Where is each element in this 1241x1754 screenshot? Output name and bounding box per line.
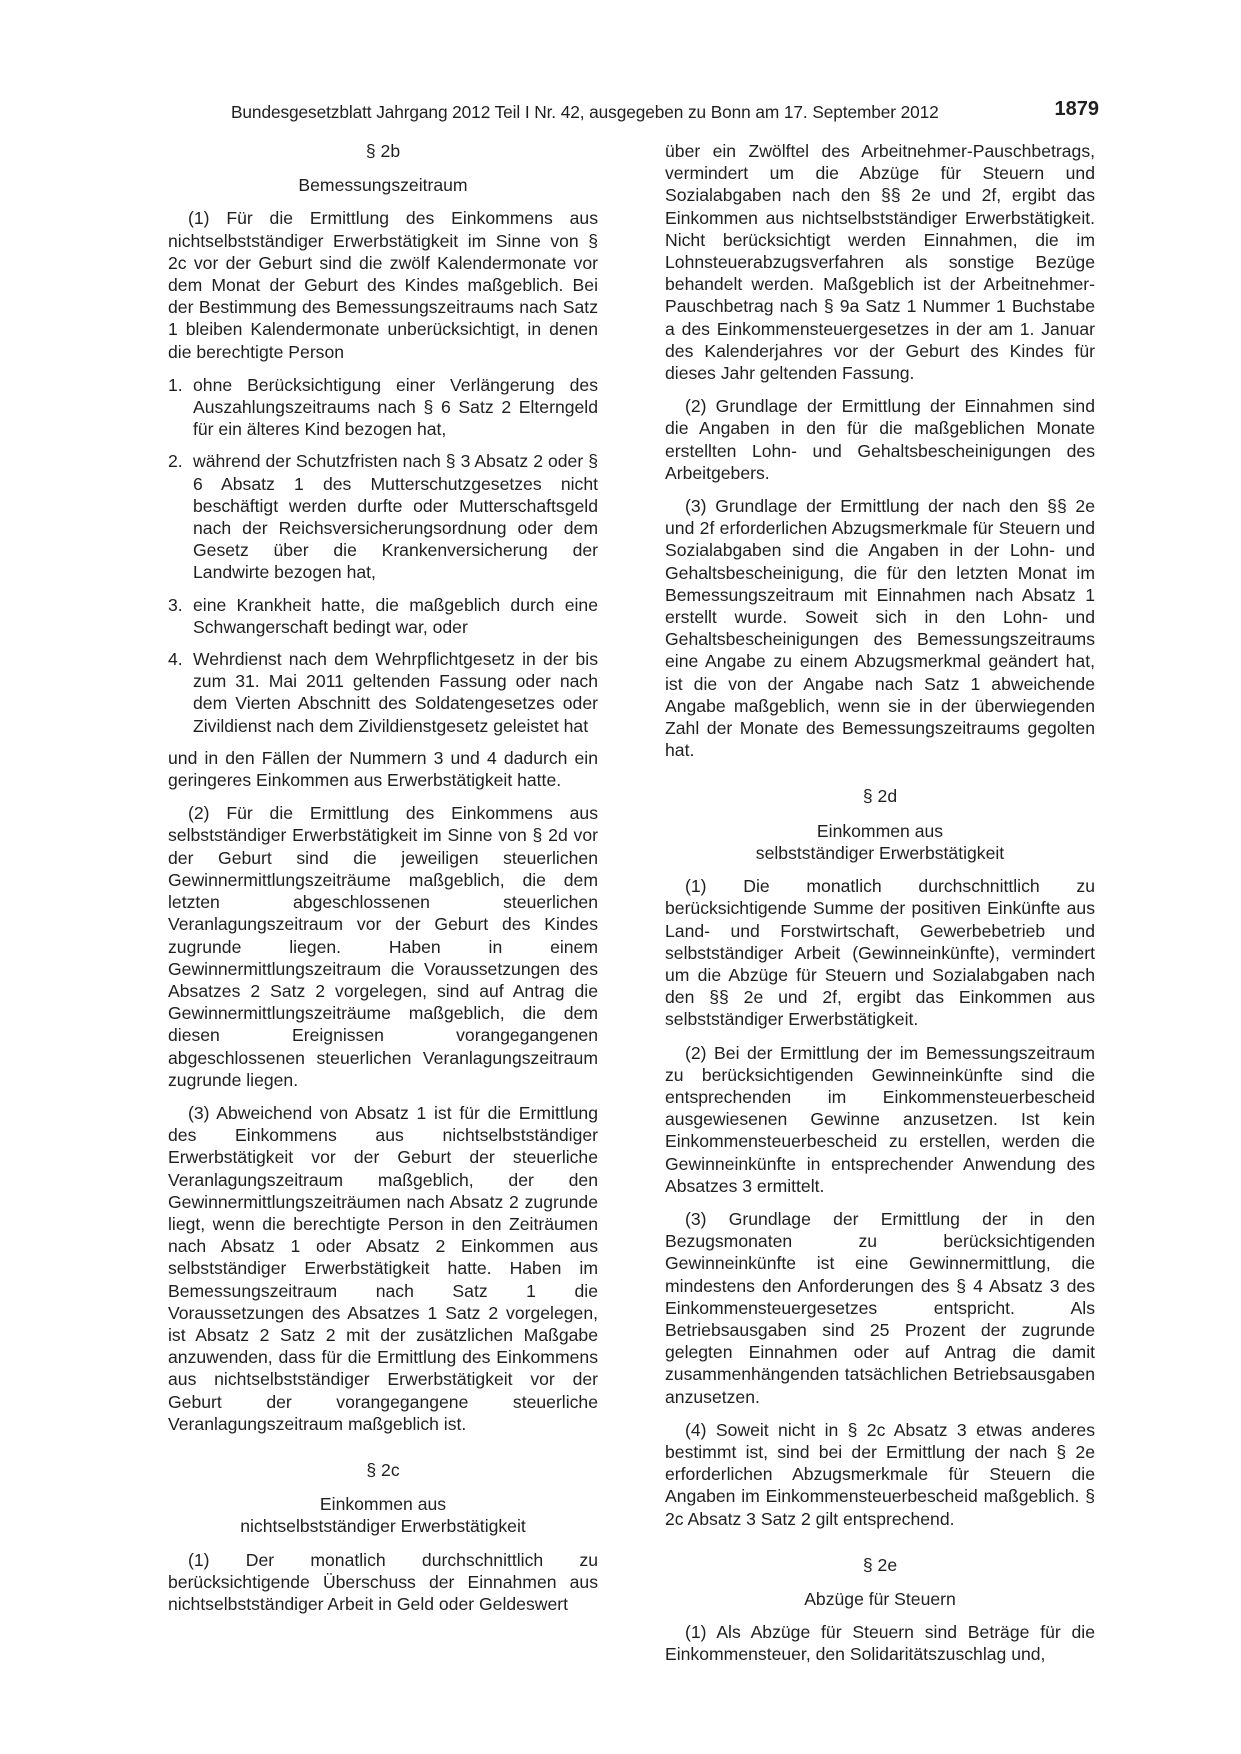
left-column — [168, 140, 598, 1626]
running-title: Bundesgesetzblatt Jahrgang 2012 Teil I Nr. 42, ausgegeben zu Bonn am 17. September 2012 — [231, 102, 939, 122]
paragraph-2d-4: (4) Soweit nicht in § 2c Absatz 3 etwas anderes bestimmt ist, sind bei der Ermittlung der nach § 2e erforderlichen Abzugsmerkmale für Steuern die Angaben im Einkommensteuerbescheid maßgeblich. § 2c Absatz 3 Satz 2 gilt entsprechend. — [665, 1419, 1095, 1529]
paragraph-2b-2: (2) Für die Ermittlung des Einkommens aus selbstständiger Erwerbstätigkeit im Sinne von § 2d vor der Geburt sind die jeweiligen steuerlichen Gewinnermittlungszeiträume maßgeblich, die dem letzten abgeschlossenen steuerlichen Veranlagungszeitraum vor der Geburt des Kindes zugrunde liegen. Haben in einem Gewinnermittlungszeitraum die Voraussetzungen des Absatzes 2 Satz 2 vorgelegen, sind auf Antrag die Gewinnermittlungszeiträume maßgeblich, die dem diesen Ereignissen vorangegangenen abgeschlossenen steuerlichen Veranlagungszeitraum zugrunde liegen. — [168, 803, 598, 1090]
list-item-text: eine Krankheit hatte, die maßgeblich durch eine Schwangerschaft bedingt war, oder — [193, 594, 598, 637]
list-item — [168, 450, 598, 583]
section-title-2d-line2: selbstständiger Erwerbstätigkeit — [755, 842, 1005, 863]
section-number-2d: § 2d — [862, 786, 898, 807]
page-header — [231, 98, 1099, 128]
paragraph-2c-1-end: über ein Zwölftel des Arbeitnehmer-Pauschbetrags, vermindert um die Abzüge für Steuern und Sozialabgaben nach den §§ 2e und 2f, ergibt das Einkommen aus nichtselbstständiger Erwerbstätigkeit. Nicht berücksichtigt werden Einnahmen, die im Lohnsteuerabzugsverfahren als sonstige Bezüge behandelt werden. Maßgeblich ist der Arbeitnehmer-Pauschbetrag nach § 9a Satz 1 Nummer 1 Buchstabe a des Einkommensteuergesetzes in der am 1. Januar des Kalenderjahres vor der Geburt des Kindes für dieses Jahr geltenden Fassung. — [665, 141, 1095, 384]
paragraph-2b-after-list: und in den Fällen der Nummern 3 und 4 dadurch ein geringeres Einkommen aus Erwerbstätigkeit hatte. — [168, 747, 598, 791]
section-title-2c — [168, 1493, 598, 1537]
paragraph-2c-3: (3) Grundlage der Ermittlung der nach den §§ 2e und 2f erforderlichen Abzugsmerkmale für Steuern und Sozialabgaben sind die Angaben in der Lohn- und Gehaltsbescheinigung, die für den letzten Monat im Bemessungszeitraum mit Einnahmen nach Absatz 1 erstellt wurde. Soweit sich in den Lohn- und Gehaltsbescheinigungen des Bemessungszeitraums eine Angabe zu einem Abzugsmerkmal geändert hat, ist die von der Angabe nach Satz 1 abweichende Angabe maßgeblich, wenn sie in der überwiegenden Zahl der Monate des Bemessungszeitraums gegolten hat. — [665, 496, 1095, 761]
list-item-number: 2. — [168, 451, 183, 472]
paragraph-2c-1-start: (1) Der monatlich durchschnittlich zu berücksichtigende Überschuss der Einnahmen aus nichtselbstständiger Arbeit in Geld oder Geldeswert — [168, 1549, 598, 1614]
section-number-2e: § 2e — [862, 1554, 898, 1575]
paragraph-2c-2: (2) Grundlage der Ermittlung der Einnahmen sind die Angaben in den für die maßgeblichen Monate erstellten Lohn- und Gehaltsbescheinigungen des Arbeitgebers. — [665, 396, 1095, 483]
paragraph-2d-2: (2) Bei der Ermittlung der im Bemessungszeitraum zu berücksichtigenden Gewinneinkünfte sind die entsprechenden im Einkommensteuerbescheid ausgewiesenen Gewinne anzusetzen. Ist kein Einkommensteuerbescheid zu erstellen, werden die Gewinneinkünfte in entsprechender Anwendung des Absatzes 3 ermittelt. — [665, 1042, 1095, 1196]
list-item-text: ohne Berücksichtigung einer Verlängerung des Auszahlungszeitraums nach § 6 Satz 2 Elterngeld für ein älteres Kind bezogen hat, — [193, 374, 598, 440]
section-number-2c: § 2c — [366, 1459, 400, 1480]
list-item — [168, 594, 598, 638]
section-title-2d — [665, 820, 1095, 864]
paragraph-2b-1: (1) Für die Ermittlung des Einkommens aus nichtselbstständiger Erwerbstätigkeit im Sinne von § 2c vor der Geburt sind die zwölf Kalendermonate vor dem Monat der Geburt des Kindes maßgeblich. Bei der Bestimmung des Bemessungszeitraums nach Satz 1 bleiben Kalendermonate unberücksichtigt, in denen die berechtigte Person — [168, 208, 598, 362]
page-number: 1879 — [1054, 98, 1099, 120]
paragraph-2e-1-start: (1) Als Abzüge für Steuern sind Beträge für die Einkommensteuer, den Solidaritätszuschlag und, — [665, 1622, 1095, 1665]
section-title-2c-line2: nichtselbstständiger Erwerbstätigkeit — [240, 1516, 526, 1537]
section-number-2b: § 2b — [365, 141, 401, 161]
paragraph-2d-3: (3) Grundlage der Ermittlung der in den Bezugsmonaten zu berücksichtigenden Gewinneinkünfte ist eine Gewinnermittlung, die mindestens den Anforderungen des § 4 Absatz 3 des Einkommensteuergesetzes entspricht. Als Betriebsausgaben sind 25 Prozent der zugrunde gelegten Einnahmen oder auf Antrag die damit zusammenhängenden tatsächlichen Betriebsausgaben anzusetzen. — [665, 1208, 1095, 1407]
list-item-text: Wehrdienst nach dem Wehrpflichtgesetz in der bis zum 31. Mai 2011 geltenden Fassung oder nach dem Vierten Abschnitt des Soldatengesetzes oder Zivildienst nach dem Zivildienstgesetz geleistet hat — [193, 649, 598, 736]
paragraph-2b-3: (3) Abweichend von Absatz 1 ist für die Ermittlung des Einkommens aus nichtselbstständiger Erwerbstätigkeit vor der Geburt der steuerliche Veranlagungszeitraum maßgeblich, der den Gewinnermittlungszeiträumen nach Absatz 2 zugrunde liegt, wenn die berechtigte Person in den Zeiträumen nach Absatz 1 oder Absatz 2 Einkommen aus selbstständiger Erwerbstätigkeit hatte. Haben im Bemessungszeitraum nach Satz 1 die Voraussetzungen des Absatzes 1 Satz 2 vorgelegen, ist Absatz 2 Satz 2 mit der zusätzlichen Maßgabe anzuwenden, dass für die Ermittlung des Einkommens aus nichtselbstständiger Erwerbstätigkeit vor der Geburt der vorangegangene steuerliche Veranlagungszeitraum maßgeblich ist. — [168, 1102, 598, 1434]
list-item-number: 3. — [168, 594, 183, 615]
list-item-number: 4. — [168, 649, 183, 670]
section-title-2e: Abzüge für Steuern — [804, 1588, 956, 1609]
list-item-text: während der Schutzfristen nach § 3 Absatz 2 oder § 6 Absatz 1 des Mutterschutzgesetzes nicht beschäftigt werden durfte oder Mutterschaftsgeld nach der Reichsversicherungsordnung oder dem Gesetz über die Krankenversicherung der Landwirte bezogen hat, — [193, 451, 598, 583]
list-item — [168, 374, 598, 441]
right-column — [665, 140, 1095, 1677]
list-item — [168, 648, 598, 737]
paragraph-2d-1: (1) Die monatlich durchschnittlich zu berücksichtigende Summe der positiven Einkünfte aus Land- und Forstwirtschaft, Gewerbebetrieb und selbstständiger Arbeit (Gewinneinkünfte), vermindert um die Abzüge für Steuern und Sozialabgaben nach den §§ 2e und 2f, ergibt das Einkommen aus selbstständiger Erwerbstätigkeit. — [665, 876, 1095, 1030]
numbered-list-2b — [168, 374, 598, 737]
section-title-2d-line1: Einkommen aus — [816, 820, 944, 841]
list-item-number: 1. — [168, 374, 183, 395]
section-title-2c-line1: Einkommen aus — [319, 1494, 447, 1515]
section-title-2b: Bemessungszeitraum — [298, 175, 468, 196]
